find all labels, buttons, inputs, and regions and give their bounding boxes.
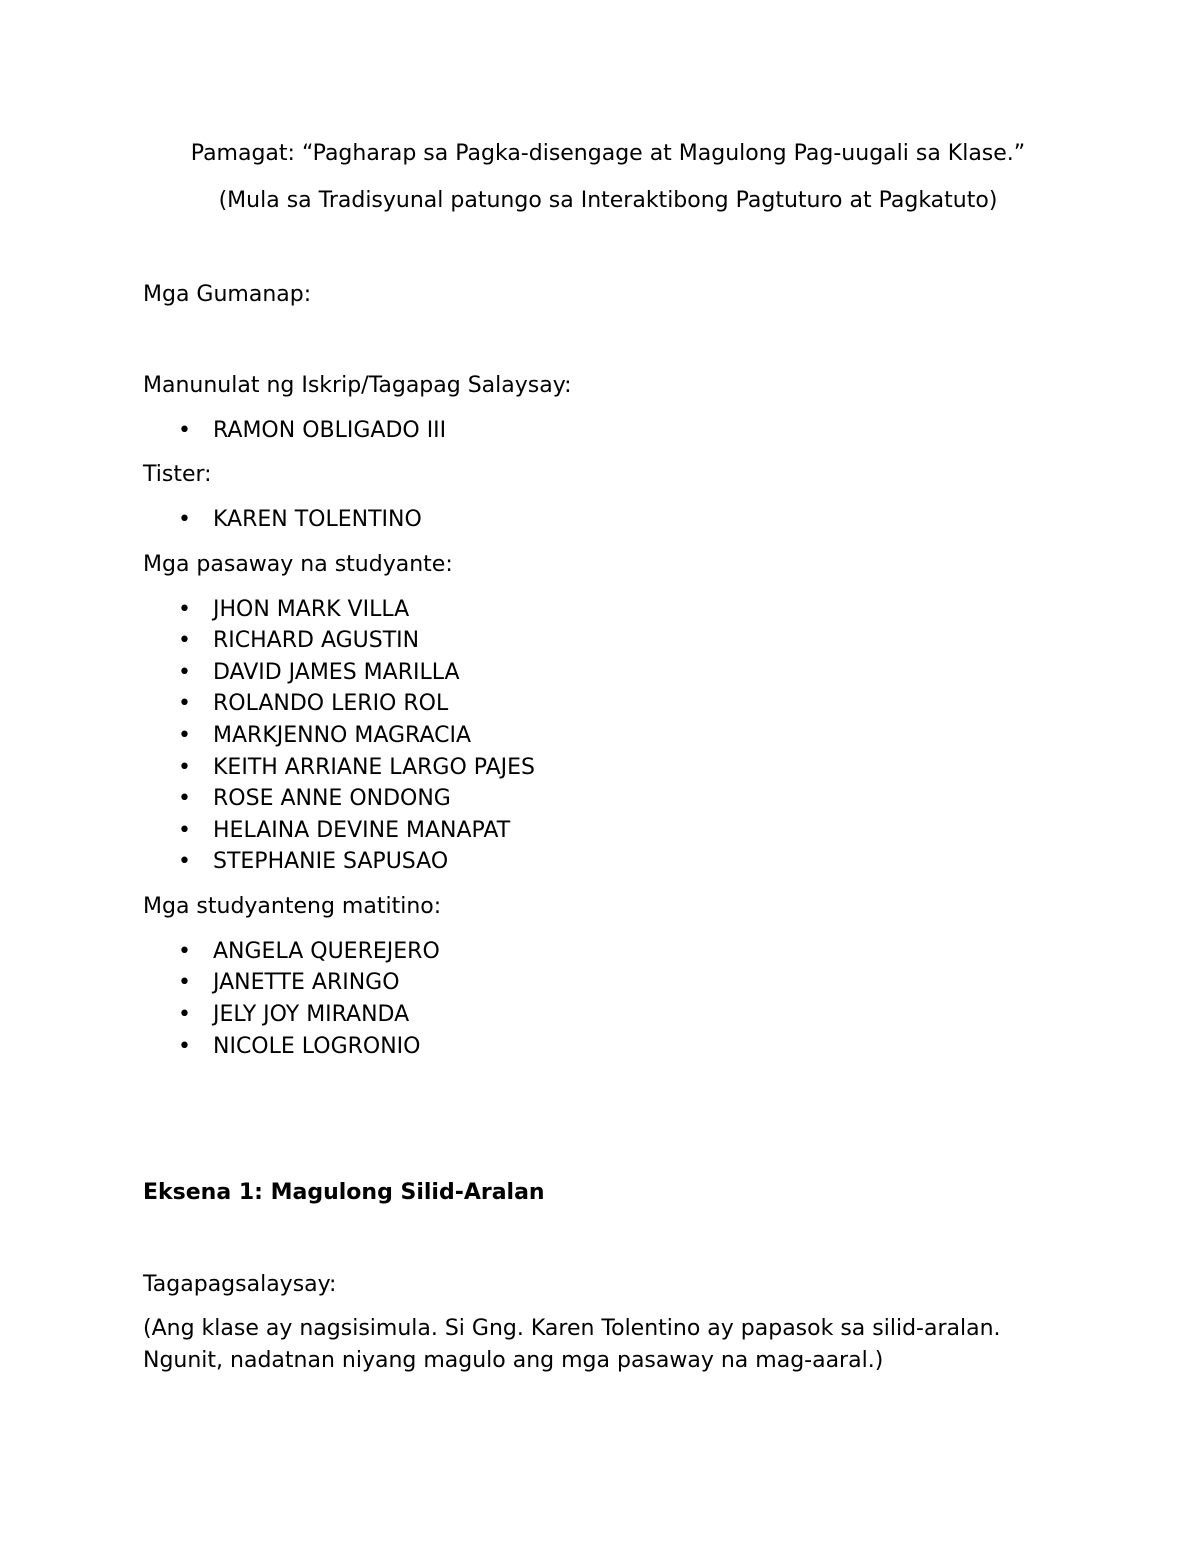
bullet-icon: • xyxy=(178,970,191,996)
list-item: • STEPHANIE SAPUSAO xyxy=(143,846,1073,878)
section-label-unruly-students: Mga pasaway na studyante: xyxy=(143,551,453,577)
narration-text: (Ang klase ay nagsisimula. Si Gng. Karen Tolentino ay papasok sa silid-aralan. Ngunit, nadatnan niyang magulo ang mga pasaway na mag-aaral.) xyxy=(143,1315,1001,1373)
bullet-icon: • xyxy=(178,849,191,875)
bullet-icon: • xyxy=(178,691,191,717)
list-item: • ANGELA QUEREJERO xyxy=(143,936,1073,968)
bullet-icon: • xyxy=(178,786,191,812)
list-item: • JANETTE ARINGO xyxy=(143,967,1073,999)
section-label-teacher: Tister: xyxy=(143,462,212,488)
section-label-good-students: Mga studyanteng matitino: xyxy=(143,893,442,919)
section-label-writer: Manunulat ng Iskrip/Tagapag Salaysay: xyxy=(143,372,572,398)
bullet-icon: • xyxy=(178,596,191,622)
cast-heading: Mga Gumanap: xyxy=(143,281,312,307)
list-item: • MARKJENNO MAGRACIA xyxy=(143,720,1073,752)
unruly-students-list xyxy=(143,594,1073,878)
bullet-icon: • xyxy=(178,1001,191,1027)
list-item: • KEITH ARRIANE LARGO PAJES xyxy=(143,752,1073,784)
list-item: • RICHARD AGUSTIN xyxy=(143,625,1073,657)
bullet-icon: • xyxy=(178,722,191,748)
teacher-list xyxy=(143,504,1073,536)
list-item: • HELAINA DEVINE MANAPAT xyxy=(143,815,1073,847)
list-item: • DAVID JAMES MARILLA xyxy=(143,657,1073,689)
list-item: • ROSE ANNE ONDONG xyxy=(143,783,1073,815)
bullet-icon: • xyxy=(178,659,191,685)
scene-heading: Eksena 1: Magulong Silid-Aralan xyxy=(143,1180,545,1206)
bullet-icon: • xyxy=(178,628,191,654)
page-title: Pamagat: “Pagharap sa Pagka-disengage at Magulong Pag-uugali sa Klase.” xyxy=(190,141,1026,166)
document-page xyxy=(143,138,1073,1377)
list-item: • KAREN TOLENTINO xyxy=(143,504,1073,536)
bullet-icon: • xyxy=(178,1033,191,1059)
writer-list xyxy=(143,415,1073,447)
list-item: • JELY JOY MIRANDA xyxy=(143,999,1073,1031)
bullet-icon: • xyxy=(178,817,191,843)
page-subtitle: (Mula sa Tradisyunal patungo sa Interaktibong Pagtuturo at Pagkatuto) xyxy=(218,187,998,213)
good-students-list xyxy=(143,936,1073,1062)
bullet-icon: • xyxy=(178,754,191,780)
bullet-icon: • xyxy=(178,507,191,533)
narrator-label: Tagapagsalaysay: xyxy=(143,1272,337,1298)
bullet-icon: • xyxy=(178,938,191,964)
list-item: • NICOLE LOGRONIO xyxy=(143,1031,1073,1063)
list-item: • RAMON OBLIGADO III xyxy=(143,415,1073,447)
list-item: • JHON MARK VILLA xyxy=(143,594,1073,626)
bullet-icon: • xyxy=(178,417,191,443)
list-item: • ROLANDO LERIO ROL xyxy=(143,688,1073,720)
